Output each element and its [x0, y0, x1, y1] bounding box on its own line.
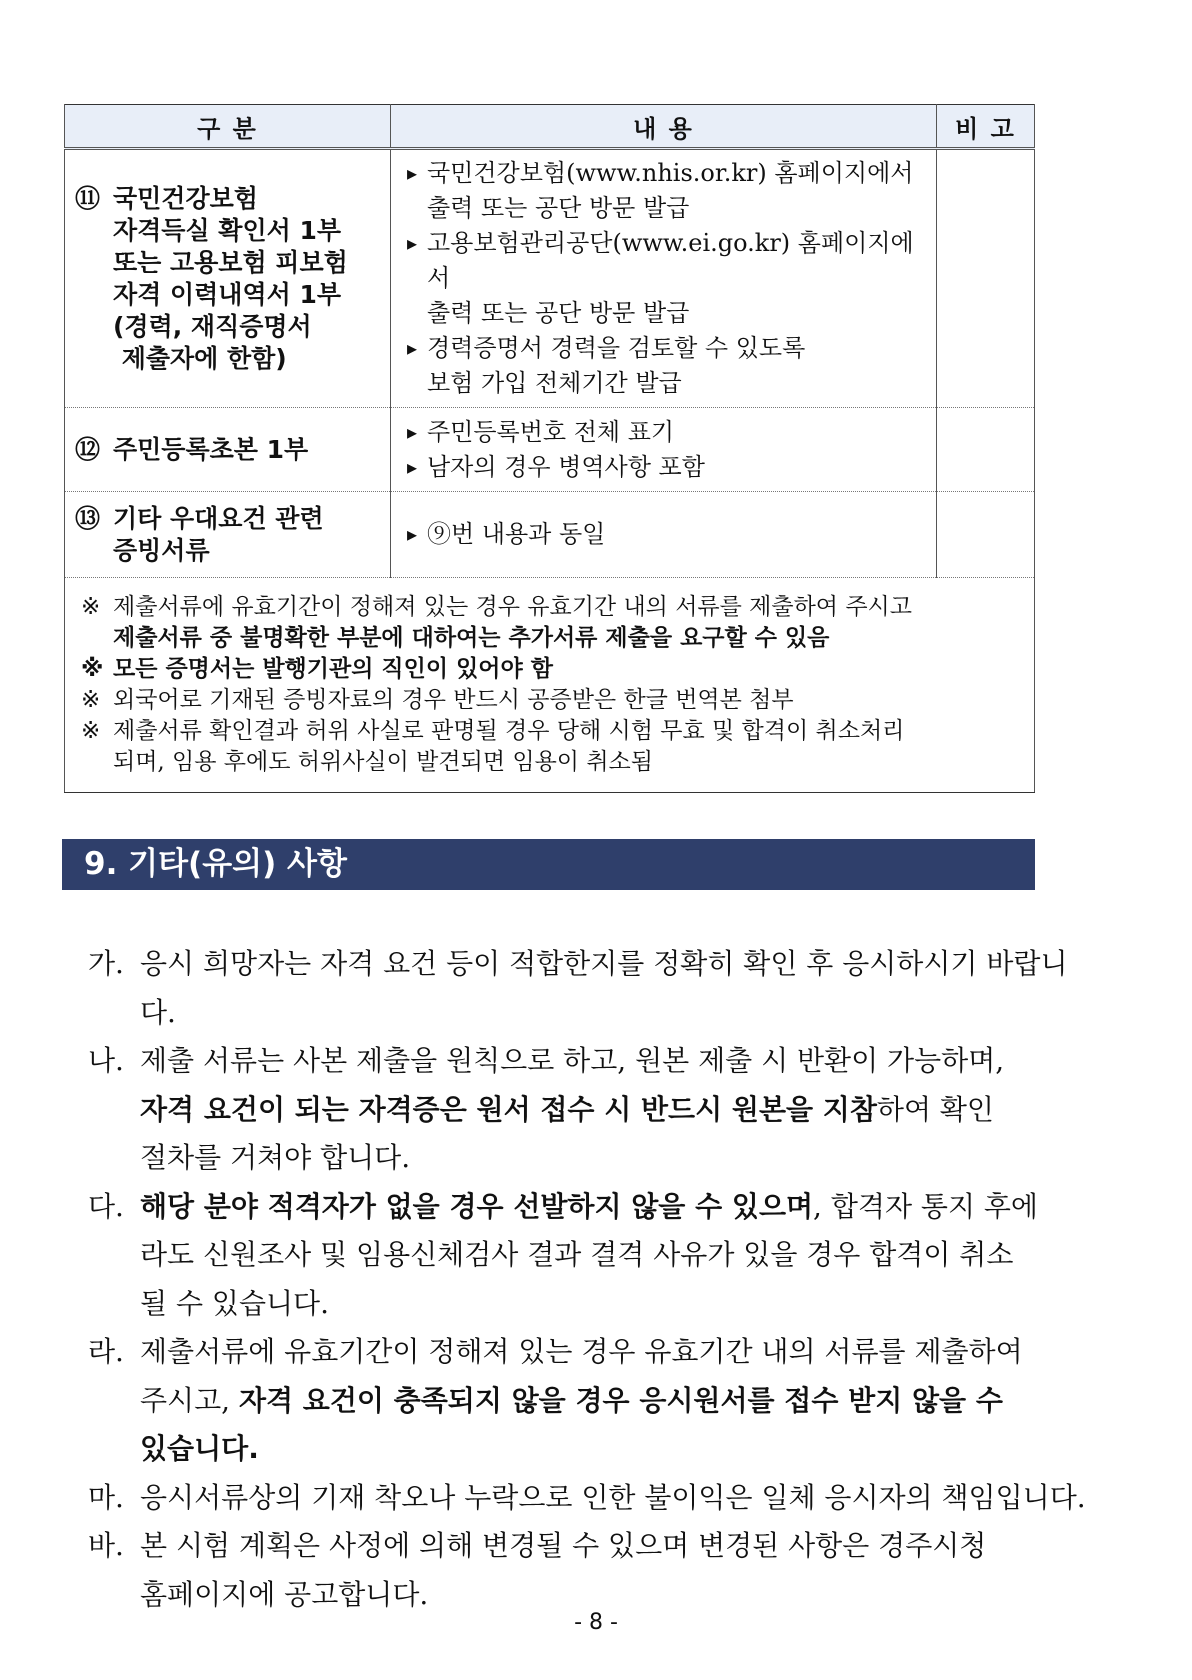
note	[79, 685, 1024, 716]
item-line	[140, 1377, 1088, 1426]
table-row	[65, 492, 1035, 578]
item-line	[140, 1183, 1088, 1232]
table-row	[65, 408, 1035, 492]
submission-documents-table	[64, 104, 1035, 793]
row-content	[391, 408, 937, 492]
bullet-line: 보험 가입 전체기간 발급	[427, 369, 682, 397]
note-mark: ※	[81, 687, 101, 713]
bullet-line: ▸ 국민건강보험(www.nhis.or.kr) 홈페이지에서	[427, 159, 914, 187]
bullet-line: ▸ ⑨번 내용과 동일	[427, 520, 606, 548]
item-line: 홈페이지에 공고합니다.	[140, 1577, 429, 1611]
bullet-line: ▸ 고용보험관리공단(www.ei.go.kr) 홈페이지에서	[427, 229, 914, 292]
note-mark: ※	[81, 718, 101, 744]
item-line: 본 시험 계획은 사정에 의해 변경될 수 있으며 변경된 사항은 경주시청	[140, 1529, 987, 1562]
note-line-bold: 모든 증명서는 발행기관의 직인이 있어야 함	[113, 656, 553, 682]
item-label: 라.	[88, 1335, 124, 1368]
category-line: 증빙서류	[113, 535, 210, 565]
list-item	[88, 1183, 1088, 1329]
item-line: 라도 신원조사 및 임용신체검사 결과 결격 사유가 있을 경우 합격이 취소	[140, 1238, 1014, 1271]
content-bullet	[407, 450, 926, 485]
header-gubun: 구 분	[65, 105, 391, 149]
bullet-line: 출력 또는 공단 방문 발급	[427, 299, 690, 327]
table-row	[65, 149, 1035, 408]
category-line: 자격득실 확인서 1부	[113, 215, 342, 245]
item-label: 바.	[88, 1529, 124, 1562]
item-line: 제출서류에 유효기간이 정해져 있는 경우 유효기간 내의 서류를 제출하여	[140, 1335, 1023, 1368]
item-line: 제출 서류는 사본 제출을 원칙으로 하고, 원본 제출 시 반환이 가능하며,	[140, 1044, 1005, 1077]
section-heading: 9. 기타(유의) 사항	[62, 839, 1035, 890]
item-label: 나.	[88, 1044, 124, 1077]
category-line: 자격 이력내역서 1부	[113, 279, 342, 309]
note-line: 외국어로 기재된 증빙자료의 경우 반드시 공증받은 한글 번역본 첨부	[113, 687, 794, 713]
note	[79, 592, 1024, 654]
row-content	[391, 149, 937, 408]
note-mark: ※	[81, 594, 101, 620]
bullet-line: ▸ 경력증명서 경력을 검토할 수 있도록	[427, 334, 806, 362]
content-bullet	[407, 415, 926, 450]
note-line-bold: 제출서류 중 불명확한 부분에 대하여는 추가서류 제출을 요구할 수 있음	[113, 625, 830, 651]
note-line: 제출서류 확인결과 허위 사실로 판명될 경우 당해 시험 무효 및 합격이 취소처리	[113, 718, 905, 744]
bullet-line: ▸ 주민등록번호 전체 표기	[427, 417, 675, 446]
table-header-row	[65, 105, 1035, 149]
item-bold-text: 자격 요건이 되는 자격증은 원서 접수 시 반드시 원본을 지참	[140, 1092, 877, 1126]
category-line: 제출자에 한함)	[113, 343, 287, 373]
row-category	[65, 149, 391, 408]
list-item	[88, 940, 1088, 1037]
content-bullet	[407, 517, 926, 552]
item-label: 가.	[88, 947, 124, 980]
header-content: 내 용	[391, 105, 937, 149]
item-label: 다.	[88, 1189, 124, 1223]
header-remarks: 비 고	[937, 105, 1035, 149]
item-bold-text: 있습니다.	[140, 1432, 259, 1465]
bullet-line: ▸ 남자의 경우 병역사항 포함	[427, 452, 705, 481]
category-line: 기타 우대요건 관련	[113, 503, 324, 533]
note-mark: ※	[81, 656, 104, 682]
content-bullet	[407, 226, 926, 331]
item-text: , 합격자 통지 후에	[813, 1189, 1038, 1223]
notice-list	[88, 940, 1088, 1619]
row-category	[65, 408, 391, 492]
category-line: 국민건강보험	[113, 183, 258, 213]
note	[79, 716, 1024, 778]
item-number: ⑪	[75, 183, 101, 213]
category-line: 주민등록초본 1부	[113, 434, 309, 464]
note-line: 제출서류에 유효기간이 정해져 있는 경우 유효기간 내의 서류를 제출하여 주시고	[113, 594, 912, 620]
note-line: 되며, 임용 후에도 허위사실이 발견되면 임용이 취소됨	[113, 749, 653, 775]
list-item	[88, 1328, 1088, 1474]
list-item	[88, 1037, 1088, 1183]
content-bullet	[407, 156, 926, 226]
category-line: 또는 고용보험 피보험	[113, 247, 348, 277]
list-item	[88, 1522, 1088, 1619]
item-bold-text: 자격 요건이 충족되지 않을 경우 응시원서를 접수 받지 않을 수	[238, 1383, 1003, 1417]
item-bold-text: 해당 분야 적격자가 없을 경우 선발하지 않을 수 있으며	[140, 1189, 814, 1223]
item-line: 될 수 있습니다.	[140, 1286, 329, 1320]
item-label: 마.	[88, 1480, 124, 1514]
row-remarks	[937, 492, 1035, 578]
note	[79, 654, 1024, 685]
item-line: 응시서류상의 기재 착오나 누락으로 인한 불이익은 일체 응시자의 책임입니다.	[140, 1480, 1086, 1514]
bullet-line: 출력 또는 공단 방문 발급	[427, 194, 690, 222]
item-text: 주시고,	[140, 1383, 239, 1417]
item-text: 하여 확인	[876, 1092, 994, 1126]
page-number: - 8 -	[574, 1610, 618, 1635]
item-number: ⑬	[75, 503, 101, 533]
notes-cell	[65, 578, 1035, 793]
row-content	[391, 492, 937, 578]
row-remarks	[937, 149, 1035, 408]
notes-row	[65, 578, 1035, 793]
item-number: ⑫	[75, 434, 101, 464]
row-remarks	[937, 408, 1035, 492]
item-line	[140, 1086, 1088, 1135]
row-category	[65, 492, 391, 578]
item-line: 응시 희망자는 자격 요건 등이 적합한지를 정확히 확인 후 응시하시기 바랍니다.	[140, 947, 1068, 1029]
item-line: 절차를 거쳐야 합니다.	[140, 1141, 411, 1174]
category-line: (경력, 재직증명서	[113, 311, 312, 341]
list-item	[88, 1474, 1088, 1523]
content-bullet	[407, 331, 926, 401]
